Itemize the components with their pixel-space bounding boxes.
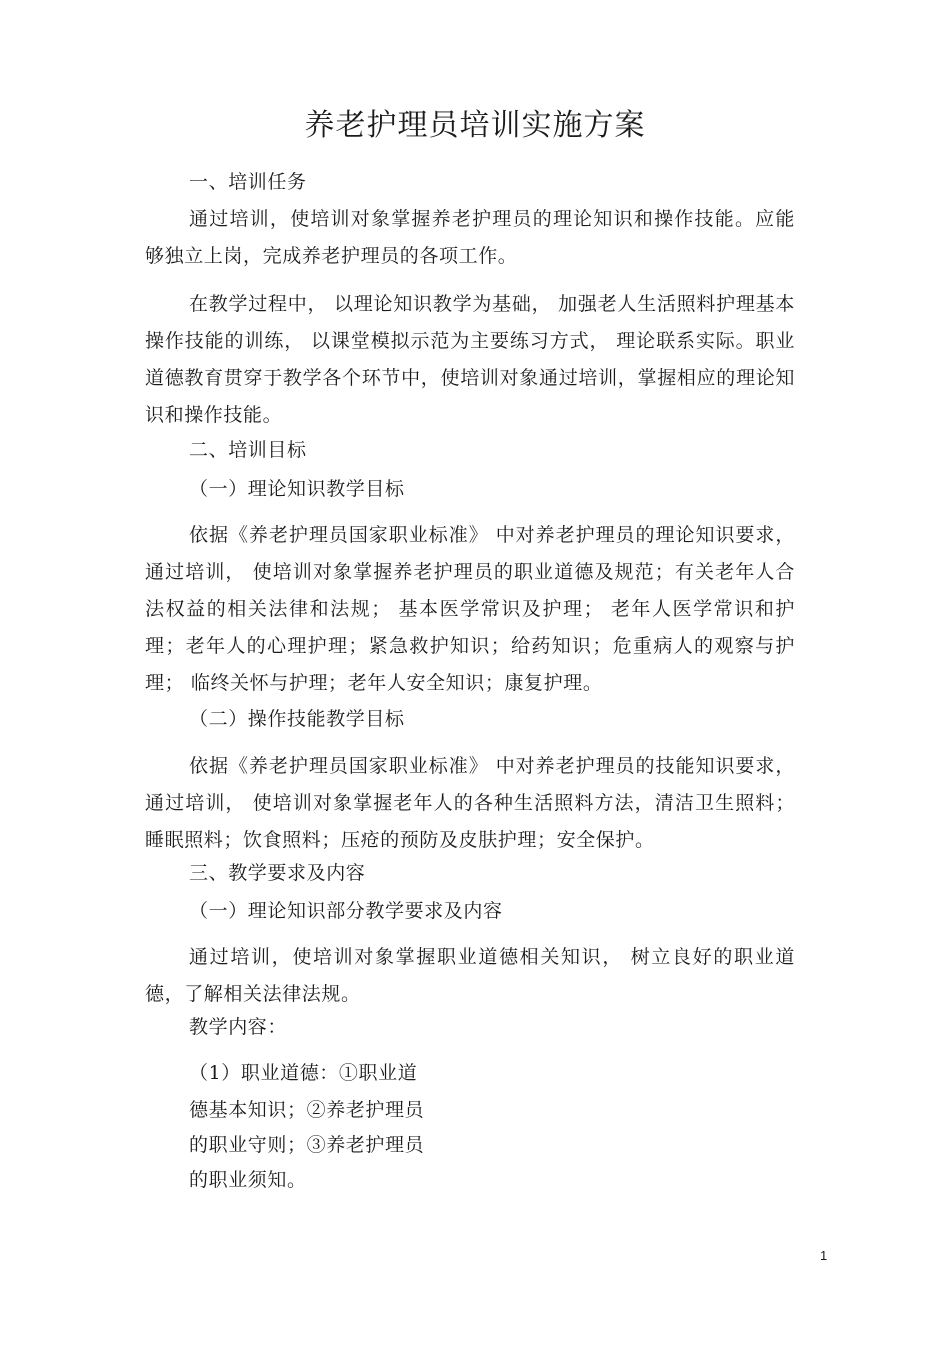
list-item-line: 的职业须知。	[189, 1169, 307, 1191]
document-title: 养老护理员培训实施方案	[304, 108, 646, 143]
paragraph-1: 通过培训，使培训对象掌握养老护理员的理论知识和操作技能。应能够独立上岗，完成养老护理员的各项工作。	[145, 208, 795, 267]
content-label: 教学内容：	[189, 1016, 288, 1038]
page-number: 1	[820, 1248, 828, 1263]
section-2-heading: 二、培训目标	[189, 439, 307, 461]
paragraph-4: 依据《养老护理员国家职业标准》 中对养老护理员的技能知识要求，通过培训， 使培训对象掌握老年人的各种生活照料方法，清洁卫生照料；睡眠照料；饮食照料；压疮的预防及皮肤护理；安全保护。	[145, 755, 795, 851]
paragraph-2: 在教学过程中， 以理论知识教学为基础， 加强老人生活照料护理基本操作技能的训练， 以课堂模拟示范为主要练习方式， 理论联系实际。职业道德教育贯穿于教学各个环节中，使培训对象通过培训，掌握相应的理论知识和操作技能。	[145, 293, 795, 426]
list-item-line: 德基本知识；②养老护理员	[189, 1099, 425, 1121]
paragraph-3: 依据《养老护理员国家职业标准》 中对养老护理员的理论知识要求，通过培训， 使培训对象掌握养老护理员的职业道德及规范；有关老年人合法权益的相关法律和法规； 基本医学常识及护理； 老年人医学常识和护理；老年人的心理护理；紧急救护知识；给药知识；危重病人的观察与护理； 临终关怀与护理；老年人安全知识；康复护理。	[145, 524, 795, 694]
subsection-1-heading: （一）理论知识教学目标	[189, 478, 405, 500]
section-3-heading: 三、教学要求及内容	[189, 862, 366, 884]
subsection-3-heading: （一）理论知识部分教学要求及内容	[189, 900, 503, 922]
section-1-heading: 一、培训任务	[189, 171, 307, 193]
list-item-line: （1）职业道德：①职业道	[189, 1062, 418, 1084]
list-item-line: 的职业守则；③养老护理员	[189, 1134, 425, 1156]
subsection-2-heading: （二）操作技能教学目标	[189, 708, 405, 730]
paragraph-5: 通过培训，使培训对象掌握职业道德相关知识， 树立良好的职业道德，了解相关法律法规。	[145, 946, 795, 1005]
